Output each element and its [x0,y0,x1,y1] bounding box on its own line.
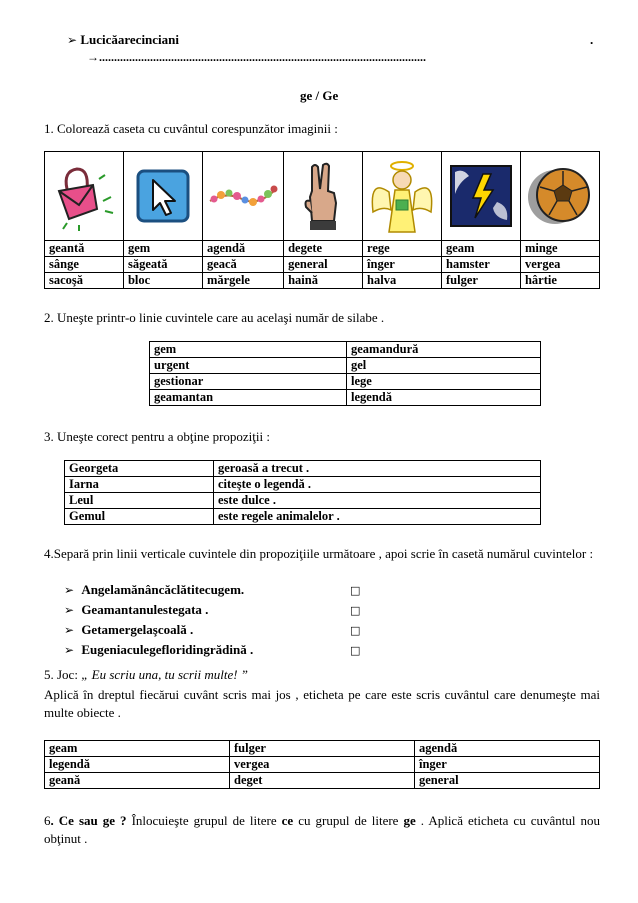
word-cell[interactable]: minge [520,241,599,257]
ex1-word-row [45,257,600,273]
ex6-text1: Înlocuieşte grupul de litere [126,813,282,828]
img-cell-purse[interactable] [45,152,124,241]
word-cell[interactable]: sânge [45,257,124,273]
word-cell[interactable]: halva [363,273,442,289]
ex3-instruction: 3. Uneşte corect pentru a obţine propoziţii : [44,429,270,444]
ex1-word-row [45,241,600,257]
title-bullet-line [67,32,179,48]
ex2-row [150,390,541,406]
soccer-ball-icon [525,161,595,231]
ex2-left-word[interactable]: geamantan [150,390,347,406]
ex3-subject[interactable]: Gemul [65,509,214,525]
word-cell[interactable]: vergea [520,257,599,273]
ex6-number: 6 [44,813,51,828]
word-cell[interactable]: general [284,257,363,273]
ex6-ce: ce [281,813,294,828]
word-cell[interactable]: sacoşă [45,273,124,289]
ex6-paragraph [44,812,600,848]
word-cell[interactable]: geacă [202,257,283,273]
ex5-instruction: Aplică în dreptul fiecărui cuvânt scris mai jos , eticheta pe care este scris cuvântul care denumeşte mai multe obiecte . [44,687,600,720]
cursor-arrow-icon [133,166,193,226]
purse-icon [49,161,119,231]
answer-box[interactable]: □ [350,584,361,597]
ex2-right-word[interactable]: geamandură [347,342,541,358]
ex5-word[interactable]: geam [45,741,230,757]
angel-icon [367,158,437,234]
img-cell-cursor[interactable] [123,152,202,241]
ex2-right-word[interactable]: gel [347,358,541,374]
ex1-instruction: 1. Colorează caseta cu cuvântul corespunzător imaginii : [44,121,338,136]
ex2-table [149,341,541,406]
ex2-row [150,374,541,390]
ex6-text2: cu grupul de litere [293,813,404,828]
ex4-item [64,602,384,622]
word-cell[interactable]: fulger [442,273,521,289]
img-cell-storm[interactable] [442,152,521,241]
word-cell[interactable]: geantă [45,241,124,257]
ex5-heading-prefix: 5. Joc: [44,667,82,682]
ex4-sentence[interactable]: Geamantanulestegata . [81,602,209,617]
ex3-subject[interactable]: Leul [65,493,214,509]
word-cell[interactable]: săgeată [123,257,202,273]
ex2-row [150,358,541,374]
ex3-predicate[interactable]: geroasă a trecut . [214,461,541,477]
word-cell[interactable]: mărgele [202,273,283,289]
ex4-instruction: 4.Separă prin linii verticale cuvintele din propoziţiile următoare , apoi scrie în casetă numărul cuvintelor : [44,546,594,561]
ex4-item [64,622,384,642]
ex5-word[interactable]: agendă [415,741,600,757]
ex4-item [64,642,384,662]
ex6-heading: . Ce sau ge ? [50,813,127,828]
bullet-arrow-icon: ➢ [64,623,75,637]
ex2-left-word[interactable]: gestionar [150,374,347,390]
ex5-word[interactable]: înger [415,757,600,773]
img-cell-angel[interactable] [363,152,442,241]
ex5-row [45,757,600,773]
word-cell[interactable]: hamster [442,257,521,273]
word-cell[interactable]: hârtie [520,273,599,289]
title-dot: . [590,32,594,47]
bullet-arrow-icon: ➢ [64,643,75,657]
word-cell[interactable]: geam [442,241,521,257]
bullet-arrow-icon: ➢ [67,33,78,47]
ex5-game-title: „ Eu scriu una, tu scrii multe! ” [81,667,249,682]
bullet-title: Lucicăarecinciani [80,32,180,47]
ex3-row [65,493,541,509]
ex5-row [45,741,600,757]
ex4-list [64,582,384,662]
answer-box[interactable]: □ [350,624,361,637]
ex2-instruction: 2. Uneşte printr-o linie cuvintele care au acelaşi număr de silabe . [44,310,385,325]
img-cell-beads[interactable] [202,152,283,241]
ex3-predicate[interactable]: este regele animalelor . [214,509,541,525]
answer-box[interactable]: □ [350,604,361,617]
ex3-predicate[interactable]: citeşte o legendă . [214,477,541,493]
ex4-sentence[interactable]: Angelamănâncăclătitecugem. [81,582,245,597]
ex2-row [150,342,541,358]
ex5-word[interactable]: geană [45,773,230,789]
ex4-item [64,582,384,602]
ex5-word[interactable]: legendă [45,757,230,773]
ex6-ge: ge [403,813,416,828]
ex3-row [65,461,541,477]
ex3-subject[interactable]: Georgeta [65,461,214,477]
ex5-row [45,773,600,789]
ex4-sentence[interactable]: Getamergelaşcoală . [81,622,194,637]
word-cell[interactable]: degete [284,241,363,257]
bead-necklace-icon [206,171,280,221]
word-cell[interactable]: gem [123,241,202,257]
ex4-sentence[interactable]: Eugeniaculegefloridingrădină . [81,642,254,657]
ex5-table [44,740,600,789]
ex2-left-word[interactable]: gem [150,342,347,358]
ex1-table [44,151,600,289]
ex5-heading [44,667,248,683]
word-cell[interactable]: înger [363,257,442,273]
ex3-predicate[interactable]: este dulce . [214,493,541,509]
word-cell[interactable]: agendă [202,241,283,257]
ex5-word[interactable]: deget [230,773,415,789]
ex6-text3: . Aplică eticheta cu cuvântul nou obţinut . [44,813,601,846]
ex3-subject[interactable]: Iarna [65,477,214,493]
storm-window-icon [447,162,515,230]
ex3-row [65,477,541,493]
ex2-left-word[interactable]: urgent [150,358,347,374]
ex5-word[interactable]: fulger [230,741,415,757]
ex2-right-word[interactable]: legendă [347,390,541,406]
word-cell[interactable]: haină [284,273,363,289]
word-cell[interactable]: rege [363,241,442,257]
arrow-dotted-line: →............................................................................................................. [87,50,426,64]
word-cell[interactable]: bloc [123,273,202,289]
ex3-row [65,509,541,525]
answer-box[interactable]: □ [350,644,361,657]
ex3-table [64,460,541,525]
ex2-right-word[interactable]: lege [347,374,541,390]
bullet-arrow-icon: ➢ [64,603,75,617]
lesson-title: ge / Ge [300,88,339,103]
ex1-image-row [45,152,600,241]
two-fingers-hand-icon [296,161,350,231]
ex5-word[interactable]: vergea [230,757,415,773]
img-cell-ball[interactable] [520,152,599,241]
ex1-word-row [45,273,600,289]
bullet-arrow-icon: ➢ [64,583,75,597]
img-cell-fingers[interactable] [284,152,363,241]
ex5-word[interactable]: general [415,773,600,789]
